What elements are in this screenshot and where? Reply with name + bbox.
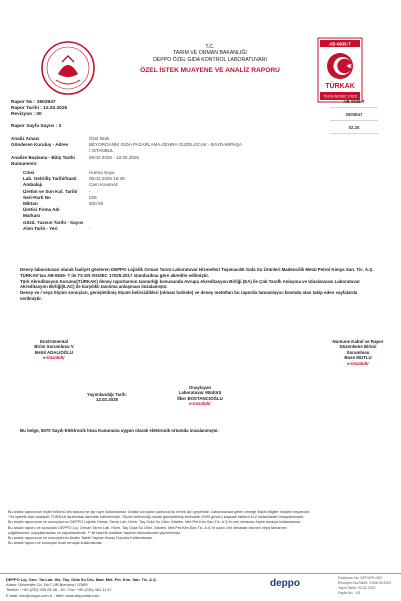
field-value: Özel İstek (89, 136, 110, 141)
publish-date (62, 392, 152, 403)
field-label: Miktarı (23, 201, 38, 207)
sig-right-title1: Numune Kabul ve Rapor (332, 339, 384, 344)
report-title: ÖZEL İSTEK MUAYENE VE ANALİZ RAPORU (140, 67, 280, 75)
footer-doc-info (338, 576, 392, 596)
para-line: Deney laboratuvarı olarak faaliyet gösteren DEPPO Lojistik Orman Tarım Laboratuvar Hizmetleri Taşımacılık Gıda Su Ürünleri Madencilik Metal Petrol Kimya San. Tic. A.Ş. TÜRKAK'tan AB-0635- T ile TS EN ISO/IEC 17025:2017 standardına göre akredite edilmiştir. (20, 267, 374, 278)
ministry-logo-icon (40, 40, 96, 96)
field-label: Gönderen Kuruluş - Adres (11, 142, 69, 148)
field-label: Üretici Firma Adı (23, 207, 60, 213)
approver-title1: Onaylayan (188, 385, 212, 390)
note-line: çoğaltılamaz, kopyalanamaz ve yayınlanamaz. ** ile işaretli analizler taşeron laboratuvara yaptırılmıştır. (8, 530, 182, 535)
field-label: Seri-Parti No (23, 194, 51, 200)
signature-left (14, 339, 94, 361)
report-header (0, 0, 401, 110)
field-label: Cinsi (23, 170, 35, 176)
report-footer (0, 573, 401, 596)
field-label: Üretim ve Son Kul. Tarihi (23, 188, 78, 194)
field-value: 06.02.2025 - 12.02.2025 (89, 154, 140, 160)
field-value: - (89, 225, 91, 231)
field-label: Ambalajı (23, 182, 43, 188)
field-label: Lab. Getiriliş Tarihi/Saati (23, 176, 77, 182)
footer-sayfa: Sayfa No : 1/3 (338, 591, 361, 595)
note-line: * ile işaretli olan analizler TÜRKAK tarafından akredite edilmemiştir. Ölçüm belirsizliği olarak genişletilmiş belirsizlik (%95 güven) kapsam faktörü k=2 kullanılarak hesaplanmıştır. (8, 515, 305, 520)
header-lab: DEPPO ÖZEL GIDA KONTROL LABORATUVARI (153, 56, 267, 63)
deppo-logo-text: deppo (270, 578, 300, 589)
rapor-sayfa: Rapor Sayfa Sayısı : 3 (11, 124, 62, 129)
sig-left-name: Betül ADALIOĞLU (34, 349, 74, 355)
side-date: 02.25 (330, 121, 378, 134)
sig-right-name: Buse MUTLU (344, 355, 372, 361)
publish-date-label: Yayımlandığı Tarih: (87, 392, 127, 397)
sample-fields (11, 136, 251, 232)
field-label: Alım Tarih - Yeri (23, 225, 58, 231)
footer-yayin: Yayın Tarihi: 03.01.2022 (338, 586, 376, 590)
field-label: Analiz Amacı (11, 136, 40, 141)
para-line: Türk Akreditasyon Kurumu(TÜRKAK) deney raporlarının tanınırlığı konusunda Avrupa Akreditasyon Birliği (EA) ile Çok Taraflı Anlaşma ve Uluslararası Laboratuvar Akreditasyon Birliği(ILAC) ile karşılıklı tanınma anlaşması imzalamıştır. (20, 278, 360, 290)
approver-e: e-imzalıdır (189, 401, 211, 407)
sig-left-title1: Enstrümental (39, 339, 69, 344)
footer-doc-no: Doküman No: DPP.kFR-000 (338, 576, 382, 580)
approver-title2: Laboratuvar Müdürü (178, 390, 222, 396)
field-value: / ISTANBUL (89, 148, 114, 154)
side-code: AB-0635-T (330, 95, 378, 108)
note-line: Bu analiz raporu ve sonuçları ticari amaçla kullanılamaz. (8, 541, 103, 546)
field-row (11, 161, 251, 167)
note-line: Bu analiz raporunun ve sonuçlarının Analiz Talebi Yapılan Amaç Dışında Kullanılamaz. (8, 536, 154, 541)
footer-company: DEPPO Loj. Orm. Tar.Lab. Hiz. Taş. Gıda Su Ürü. Mad. Met. Pet. Kim. San. Tic. A.Ş. (6, 577, 157, 582)
side-number: 2503947 (330, 108, 378, 121)
field-row (11, 226, 251, 232)
footer-web: E-mail: info@deppo.com.tr - Web: www.deppolab.com (6, 592, 100, 598)
header-text (120, 44, 300, 75)
turkak-code-top: AB-0635-T (329, 41, 351, 47)
para-line: Deney ve / veya ölçüm sonuçları, genişletilmiş ölçüm belirsizlikleri (olması halinde) ve deney metotları bu raporda tamamlayıcı kısımda olan takip eden sayfalarda verilmiştir. (20, 290, 358, 301)
rapor-tarihi: Rapor Tarihi : 12.02.2025 (11, 106, 68, 111)
footer-phone: Telefon : +90 (232) 435 05 48 - 49 - Fax: +90 (232) 461 11 47 (6, 587, 112, 593)
sig-left-title2: Birim Sorumlusu V (34, 344, 74, 350)
field-label: Gözd. Yazısın Tarihi - Sayısı (23, 219, 84, 225)
report-meta (11, 100, 67, 130)
sig-right-title2: Düzenleme Birimi (339, 344, 377, 350)
turkak-iso: TS EN ISO/IEC 17025 (323, 94, 357, 99)
field-label: Numunenin: (11, 160, 38, 166)
field-value: Cam Kavanoz (89, 182, 118, 188)
accreditation-side-box (330, 95, 378, 134)
revizyon: Revizyon : 00 (11, 112, 42, 117)
note-line: Bu analiz raporunun hiçbir bölümü tek başına ve ayrı ayrı kullanılamaz. Analiz sonuçları yalnızca bu örnek için geçerlidir. Laboratuvara gelen örneğe ilişkin bilgiler müşteri beyanıdır. (8, 510, 311, 514)
report-notes (8, 510, 393, 546)
header-ministry: TARIM VE ORMAN BAKANLIĞI (173, 50, 247, 57)
note-line: Bu analiz raporunun ve sonuçlarının DEPPO Lojistik Orman Tarım Lab. Hizm. Taş Gıda Su Ürün. Maden. Met.Pet.Kim.San.Tic. A.Ş.'in izni olmadan hiçbir amaçla kullanılamaz. (8, 520, 302, 525)
note-line: Bu analiz raporu ve sonuçları DEPPO Loj. Orman Tarım Lab. Hizm. Taş Gıda Su Ürün. Maden. Met.Pet.Kim.San.Tic. A.Ş.'in yazılı izni olmadan kısmen veya tamamen (8, 525, 287, 530)
turkak-logo-icon (316, 36, 364, 104)
header-tc: T.C. (205, 44, 215, 50)
field-value: 06.02.2025 16:38 (89, 176, 125, 182)
field-value: 026 (89, 194, 97, 200)
publish-date-value: 12.02.2025 (96, 397, 118, 403)
deppo-logo-icon (268, 576, 328, 589)
accreditation-paragraph (20, 267, 375, 302)
field-value: - (89, 188, 91, 194)
field-label: Analize Başlama - Bitiş Tarihi (11, 154, 75, 160)
sig-right-title3: Sorumlusu (346, 349, 370, 355)
signature-approver (160, 385, 240, 407)
turkak-brand: TÜRKAK (325, 83, 355, 90)
field-value: BEYORGANİK GIDA PAZARLAMA-ZEHRA GÜZELOCAK - BAYRAMPAŞA (89, 142, 242, 148)
field-label: Markası (23, 213, 41, 219)
sig-right-e: e-imzalıdır (347, 360, 369, 366)
rapor-no: Rapor No : 2503947 (11, 100, 56, 105)
e-signature-note: Bu belge, 5070 Sayılı Elektronik İmza Kanununa uygun olarak elektronik ortamda imzalanmıştır. (20, 428, 219, 433)
field-value: 500 Ml (89, 201, 103, 207)
approver-name: İlker BOSTANCIOĞLU (177, 395, 223, 401)
signature-right (318, 339, 398, 366)
footer-contact (6, 577, 157, 598)
sig-left-e: e-imzalıdır (43, 355, 65, 361)
footer-address: Adres: Üniversite Cd. No:7 UB Bornova / İZMİR (6, 582, 88, 588)
field-value: Hurma Suyu (89, 170, 115, 176)
footer-rev-no: Revizyon No/Tarihi: 01/06.04.2021 (338, 581, 392, 585)
